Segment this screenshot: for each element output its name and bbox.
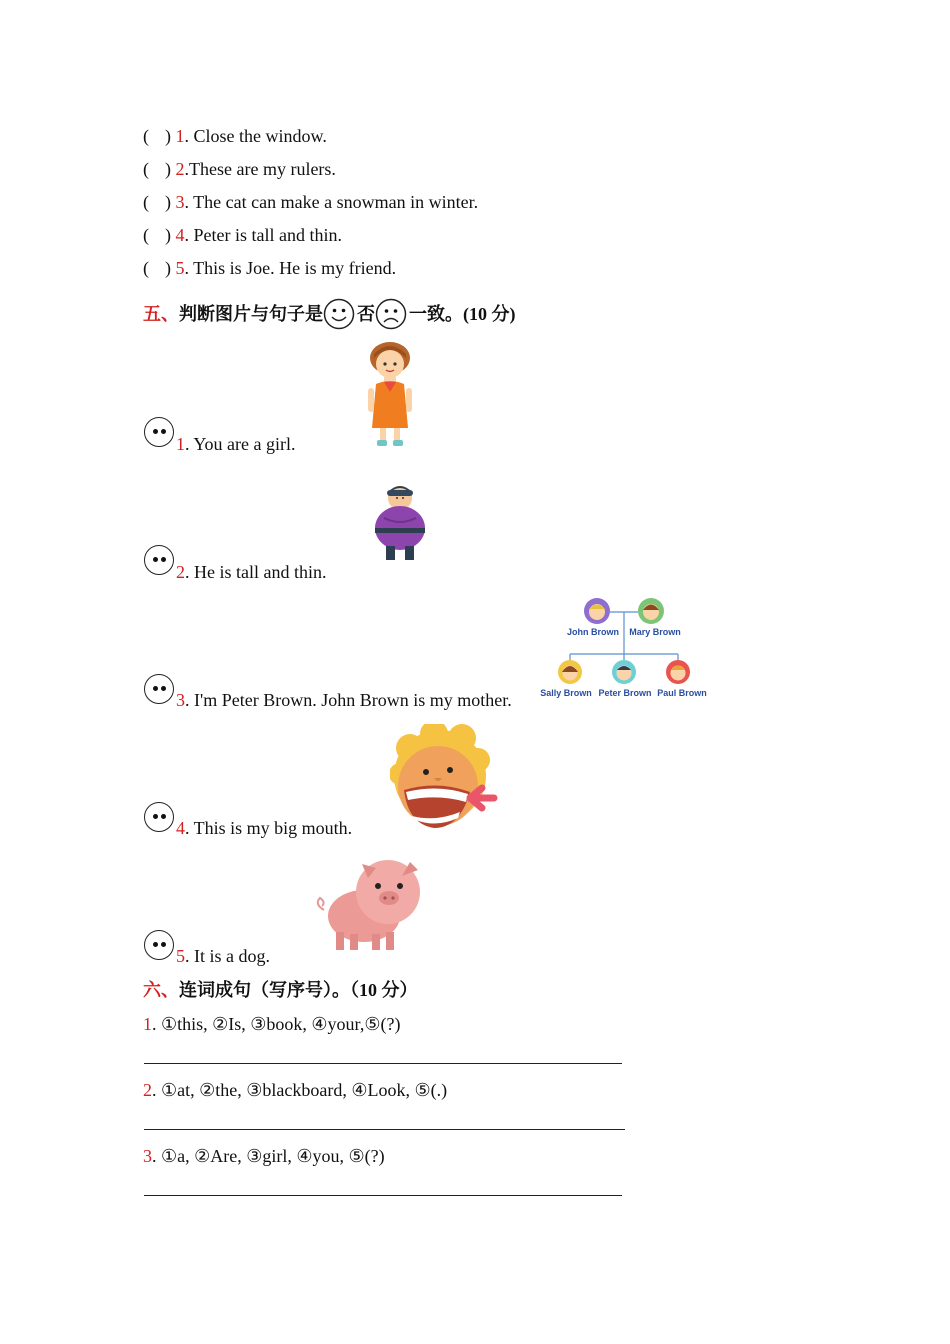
judge-item: ( ) 3. The cat can make a snowman in winter. (143, 192, 479, 212)
judge-item: ( ) 4. Peter is tall and thin. (143, 225, 342, 245)
judge-item: ( ) 2.These are my rulers. (143, 159, 336, 179)
tree-label-paul: Paul Brown (657, 688, 707, 698)
judge-item: ( ) 1. Close the window. (143, 126, 327, 146)
sad-face-icon (375, 298, 409, 318)
answer-face-icon[interactable] (144, 417, 174, 447)
section5-heading: 五、判断图片与句子是 否 一致。(10 分) (143, 302, 516, 326)
judge-item: ( ) 5. This is Joe. He is my friend. (143, 258, 397, 278)
answer-face-icon[interactable] (144, 802, 174, 832)
answer-line[interactable] (144, 1195, 622, 1196)
answer-face-icon[interactable] (144, 545, 174, 575)
sentence-item: 3. ①a, ②Are, ③girl, ④you, ⑤(?) (143, 1146, 385, 1166)
sentence-item: 1. ①this, ②Is, ③book, ④your,⑤(?) (143, 1014, 401, 1034)
sentence-item: 2. ①at, ②the, ③blackboard, ④Look, ⑤(.) (143, 1080, 448, 1100)
answer-line[interactable] (144, 1063, 622, 1064)
answer-face-icon[interactable] (144, 674, 174, 704)
answer-line[interactable] (144, 1129, 625, 1130)
boy-picture (372, 484, 428, 562)
big-mouth-picture (390, 724, 504, 836)
picture-item: 5. It is a dog. (176, 946, 270, 966)
section6-heading: 六、连词成句（写序号）。（10 分） (143, 980, 418, 1000)
picture-item: 1. You are a girl. (176, 434, 296, 454)
tree-label-mary: Mary Brown (629, 627, 681, 637)
tree-label-peter: Peter Brown (598, 688, 652, 698)
answer-face-icon[interactable] (144, 930, 174, 960)
picture-item: 2. He is tall and thin. (176, 562, 327, 582)
pig-picture (310, 856, 422, 954)
picture-item: 4. This is my big mouth. (176, 818, 353, 838)
picture-item: 3. I'm Peter Brown. John Brown is my mother. (176, 690, 512, 710)
smiley-icon (323, 298, 357, 318)
tree-label-sally: Sally Brown (540, 688, 592, 698)
tree-label-john: John Brown (567, 627, 619, 637)
family-tree-picture (536, 596, 712, 700)
girl-picture (362, 340, 418, 448)
